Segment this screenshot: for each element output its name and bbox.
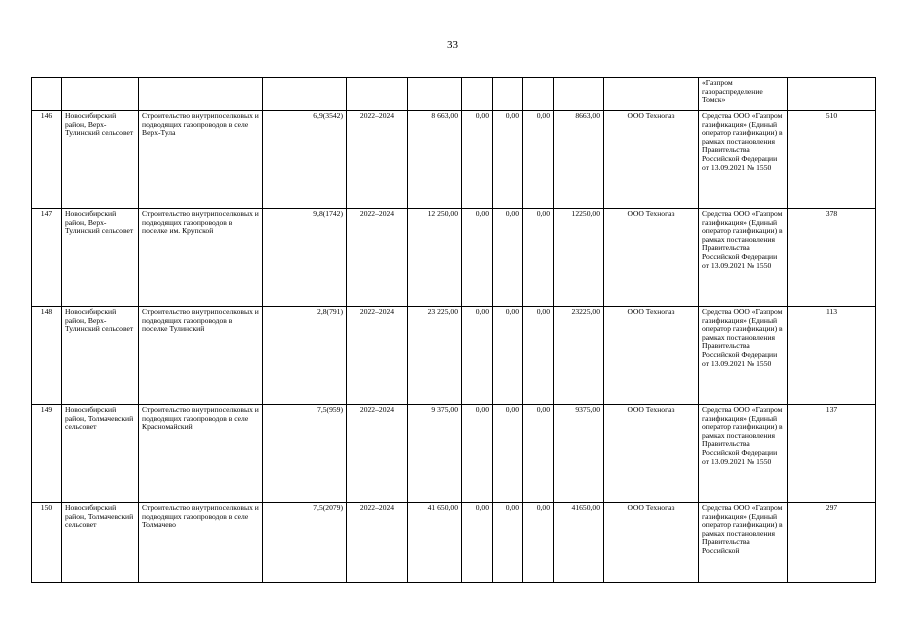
row-number: 149 <box>32 405 62 503</box>
row-number: 150 <box>32 503 62 583</box>
funding-cell: «Газпром газораспределение Томск» <box>699 78 788 111</box>
funding-cell: Средства ООО «Газпром газификация» (Единый оператор газификации) в рамках постановления Правительства Российской Федерации от 13.09.2021 № 1550 <box>699 405 788 503</box>
value-cell-3: 0,00 <box>523 111 554 209</box>
total-cell: 41 650,00 <box>408 503 462 583</box>
value-cell-2: 0,00 <box>493 307 523 405</box>
value-cell-1: 0,00 <box>462 111 493 209</box>
value-cell-3: 0,00 <box>523 405 554 503</box>
funding-cell: Средства ООО «Газпром газификация» (Единый оператор газификации) в рамках постановления Правительства Российской <box>699 503 788 583</box>
municipality-cell: Новосибирский район, Толмачевский сельсовет <box>62 405 139 503</box>
gasification-table <box>31 77 876 583</box>
object-cell: Строительство внутрипоселковых и подводящих газопроводов в селе Верх-Тула <box>139 111 263 209</box>
total-cell: 23 225,00 <box>408 307 462 405</box>
executor-cell: ООО Техногаз <box>604 111 699 209</box>
funding-cell: Средства ООО «Газпром газификация» (Единый оператор газификации) в рамках постановления Правительства Российской Федерации от 13.09.2021 № 1550 <box>699 209 788 307</box>
funding-cell: Средства ООО «Газпром газификация» (Единый оператор газификации) в рамках постановления Правительства Российской Федерации от 13.09.2021 № 1550 <box>699 307 788 405</box>
object-cell: Строительство внутрипоселковых и подводящих газопроводов в селе Толмачево <box>139 503 263 583</box>
page-number: 33 <box>447 39 458 51</box>
value-cell-4: 8663,00 <box>554 111 604 209</box>
table-row <box>32 111 876 209</box>
period-cell: 2022–2024 <box>347 111 408 209</box>
table-row-continued <box>32 78 876 111</box>
table-row <box>32 405 876 503</box>
value-cell-2: 0,00 <box>493 111 523 209</box>
length-cell: 2,8(791) <box>263 307 347 405</box>
period-cell: 2022–2024 <box>347 209 408 307</box>
total-cell: 8 663,00 <box>408 111 462 209</box>
table-row <box>32 503 876 583</box>
value-cell-3: 0,00 <box>523 503 554 583</box>
period-cell: 2022–2024 <box>347 405 408 503</box>
funding-cell: Средства ООО «Газпром газификация» (Единый оператор газификации) в рамках постановления Правительства Российской Федерации от 13.09.2021 № 1550 <box>699 111 788 209</box>
count-cell: 510 <box>788 111 876 209</box>
length-cell: 6,9(3542) <box>263 111 347 209</box>
value-cell-1: 0,00 <box>462 209 493 307</box>
value-cell-4: 23225,00 <box>554 307 604 405</box>
row-number: 146 <box>32 111 62 209</box>
municipality-cell: Новосибирский район, Верх-Тулинский сельсовет <box>62 307 139 405</box>
count-cell: 137 <box>788 405 876 503</box>
executor-cell: ООО Техногаз <box>604 503 699 583</box>
table-body <box>32 78 876 583</box>
executor-cell: ООО Техногаз <box>604 405 699 503</box>
period-cell: 2022–2024 <box>347 503 408 583</box>
table-row <box>32 307 876 405</box>
value-cell-2: 0,00 <box>493 405 523 503</box>
municipality-cell: Новосибирский район, Верх-Тулинский сельсовет <box>62 111 139 209</box>
executor-cell: ООО Техногаз <box>604 307 699 405</box>
total-cell: 12 250,00 <box>408 209 462 307</box>
length-cell: 7,5(2079) <box>263 503 347 583</box>
row-number: 147 <box>32 209 62 307</box>
value-cell-3: 0,00 <box>523 209 554 307</box>
value-cell-4: 9375,00 <box>554 405 604 503</box>
value-cell-3: 0,00 <box>523 307 554 405</box>
municipality-cell: Новосибирский район, Верх-Тулинский сельсовет <box>62 209 139 307</box>
count-cell: 297 <box>788 503 876 583</box>
value-cell-2: 0,00 <box>493 209 523 307</box>
count-cell: 113 <box>788 307 876 405</box>
object-cell: Строительство внутрипоселковых и подводящих газопроводов в поселке им. Крупской <box>139 209 263 307</box>
value-cell-1: 0,00 <box>462 307 493 405</box>
value-cell-1: 0,00 <box>462 405 493 503</box>
object-cell: Строительство внутрипоселковых и подводящих газопроводов в селе Красномайский <box>139 405 263 503</box>
value-cell-4: 12250,00 <box>554 209 604 307</box>
value-cell-2: 0,00 <box>493 503 523 583</box>
executor-cell: ООО Техногаз <box>604 209 699 307</box>
row-number: 148 <box>32 307 62 405</box>
object-cell: Строительство внутрипоселковых и подводящих газопроводов в поселке Тулинский <box>139 307 263 405</box>
count-cell: 378 <box>788 209 876 307</box>
length-cell: 7,5(959) <box>263 405 347 503</box>
length-cell: 9,8(1742) <box>263 209 347 307</box>
total-cell: 9 375,00 <box>408 405 462 503</box>
table-row <box>32 209 876 307</box>
value-cell-4: 41650,00 <box>554 503 604 583</box>
value-cell-1: 0,00 <box>462 503 493 583</box>
period-cell: 2022–2024 <box>347 307 408 405</box>
municipality-cell: Новосибирский район, Толмачевский сельсовет <box>62 503 139 583</box>
